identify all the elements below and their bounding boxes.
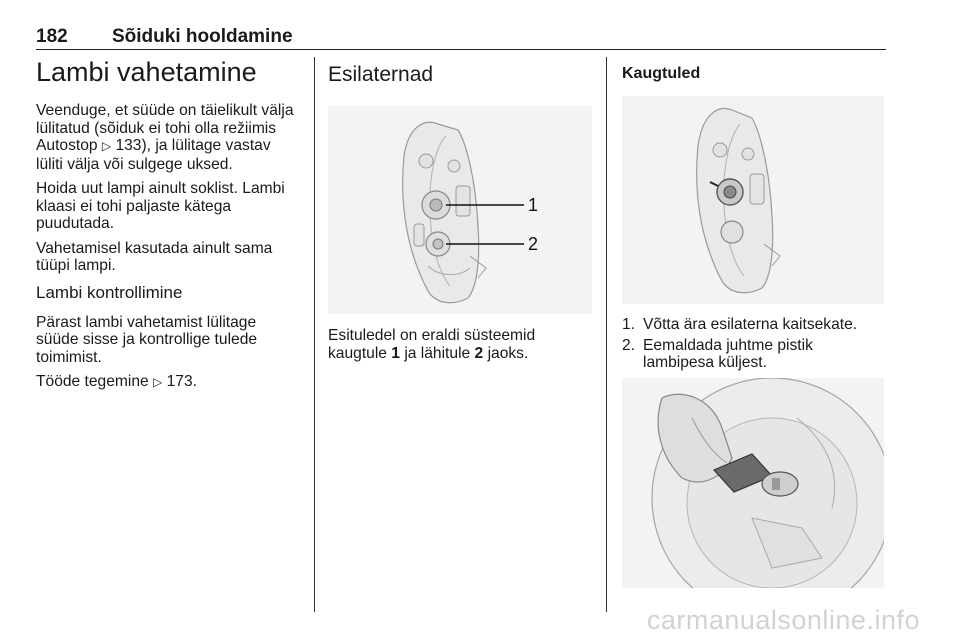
section-heading: Lambi vahetamine bbox=[36, 57, 257, 87]
callout-label-1: 1 bbox=[528, 195, 539, 215]
check-paragraph: Pärast lambi vahetamist lülitage süüde sisse ja kontrollige tulede toimimist. bbox=[36, 313, 258, 366]
work-reference-paragraph: Tööde tegemine ▷ 173. bbox=[36, 373, 197, 390]
list-item: 2. Eemaldada juhtme pistik lambipesa küljest. bbox=[622, 336, 813, 371]
headlamp-caption: Esituledel on eraldi süsteemid kaugtule 1 ja lähitule 2 jaoks. bbox=[328, 327, 536, 362]
section-heading-high-beam: Kaugtuled bbox=[622, 65, 701, 82]
handling-paragraph: Hoida uut lampi ainult soklist. Lambi klaasi ei tohi paljaste kätega puudutada. bbox=[36, 180, 285, 232]
steps-list bbox=[622, 316, 886, 372]
list-item: 1. Võtta ära esilaterna kaitsekate. bbox=[622, 316, 858, 333]
intro-paragraph: Veenduge, et süüde on täielikult välja lülitatud (sõiduk ei tohi olla režiimis Autostop ▷ 133), ja lülitage vastav lüliti välja või sulgege uksed. bbox=[36, 102, 294, 173]
bulb-removal-diagram bbox=[622, 378, 884, 588]
page-reference-arrow-icon: ▷ bbox=[153, 375, 163, 389]
column-divider-1 bbox=[314, 57, 315, 612]
section-heading-headlamps: Esilaternad bbox=[328, 63, 434, 86]
high-beam-diagram bbox=[622, 96, 884, 304]
subheading-lamp-check: Lambi kontrollimine bbox=[36, 282, 183, 302]
watermark: carmanualsonline.info bbox=[646, 605, 920, 635]
column-divider-2 bbox=[606, 57, 607, 612]
page-number: 182 bbox=[36, 26, 68, 47]
same-type-paragraph: Vahetamisel kasutada ainult sama tüüpi lampi. bbox=[36, 239, 273, 274]
page-reference-arrow-icon: ▷ bbox=[101, 139, 112, 153]
column-lamp-replacement bbox=[36, 56, 308, 399]
column-high-beam bbox=[622, 56, 886, 588]
header-rule bbox=[36, 49, 886, 50]
column-headlamps bbox=[328, 56, 596, 369]
callout-label-2: 2 bbox=[528, 234, 539, 254]
headlamp-diagram bbox=[328, 106, 592, 314]
chapter-title: Sõiduki hooldamine bbox=[112, 26, 293, 47]
